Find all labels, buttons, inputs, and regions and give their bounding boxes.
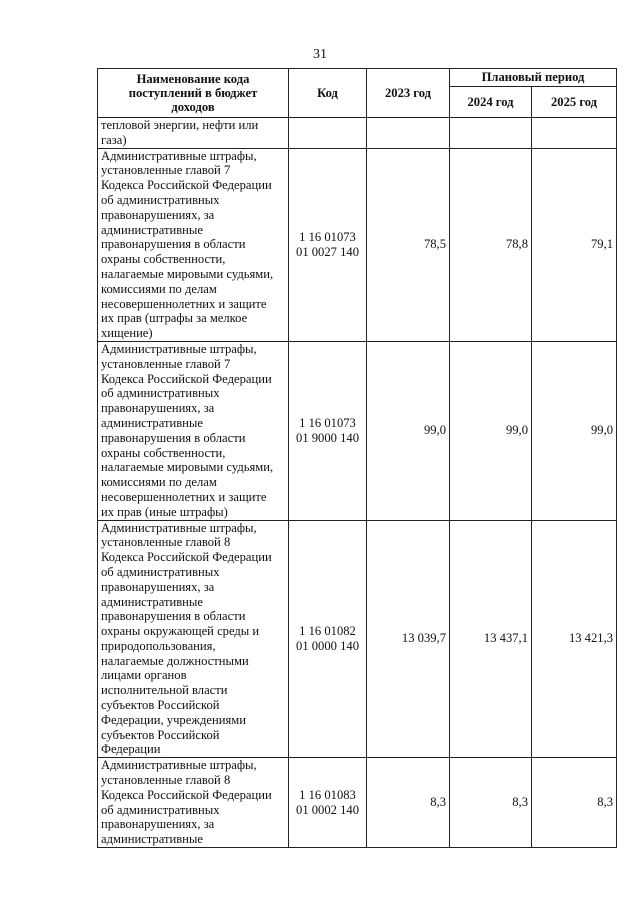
amount-2023-cell: 99,0 <box>367 341 450 520</box>
revenue-name-line: правонарушениях, за <box>101 401 215 416</box>
header-name-line: Наименование кода <box>136 72 250 86</box>
revenue-code-line: 01 9000 140 <box>296 430 359 445</box>
revenue-name-line: их прав (иные штрафы) <box>101 504 228 519</box>
amount-2025-cell: 79,1 <box>532 148 617 341</box>
table-row <box>98 148 617 341</box>
revenue-name-cell <box>98 341 289 520</box>
header-plan-period: Плановый период <box>450 69 617 87</box>
revenue-table <box>97 68 617 848</box>
revenue-name-line: лицами органов <box>101 668 187 683</box>
revenue-name-line: правонарушениях, за <box>101 817 215 832</box>
revenue-name-line: налагаемые должностными <box>101 653 249 668</box>
revenue-name-line: налагаемые мировыми судьями, <box>101 266 274 281</box>
revenue-name-cell <box>98 520 289 758</box>
amount-2024-cell: 13 437,1 <box>450 520 532 758</box>
revenue-name-line: охраны собственности, <box>101 445 226 460</box>
revenue-code-cell <box>289 341 367 520</box>
amount-2023-cell: 13 039,7 <box>367 520 450 758</box>
amount-2025-cell <box>532 118 617 149</box>
revenue-name-cell <box>98 148 289 341</box>
revenue-name-line: хищение) <box>101 326 153 341</box>
amount-2025-cell: 13 421,3 <box>532 520 617 758</box>
amount-2024-cell <box>450 118 532 149</box>
revenue-name-line: об административных <box>101 802 220 817</box>
header-2024: 2024 год <box>450 87 532 118</box>
table-body <box>98 118 617 848</box>
amount-2024-cell: 8,3 <box>450 758 532 848</box>
amount-2025-cell: 99,0 <box>532 341 617 520</box>
header-name-line: доходов <box>171 100 215 114</box>
revenue-name-line: Административные штрафы, <box>101 341 257 356</box>
revenue-name-line: правонарушения в области <box>101 609 246 624</box>
revenue-name-line: об административных <box>101 564 220 579</box>
revenue-name-line: установленные главой 8 <box>101 773 231 788</box>
revenue-code-cell <box>289 118 367 149</box>
revenue-name-line: Административные штрафы, <box>101 520 257 535</box>
revenue-code-line: 01 0000 140 <box>296 638 359 653</box>
revenue-name-line: природопользования, <box>101 638 216 653</box>
revenue-name-line: установленные главой 7 <box>101 163 231 178</box>
revenue-name-line: охраны собственности, <box>101 252 226 267</box>
revenue-code-cell <box>289 758 367 848</box>
revenue-name-cell <box>98 758 289 848</box>
revenue-name-line: установленные главой 7 <box>101 356 231 371</box>
revenue-name-line: Кодекса Российской Федерации <box>101 787 272 802</box>
revenue-name-line: правонарушениях, за <box>101 579 215 594</box>
amount-2024-cell: 99,0 <box>450 341 532 520</box>
revenue-code-line: 1 16 01073 <box>299 229 356 244</box>
revenue-name-line: Федерации <box>101 742 161 757</box>
header-code: Код <box>289 69 367 118</box>
revenue-code-line: 1 16 01073 <box>299 415 356 430</box>
revenue-name-line: Административные штрафы, <box>101 148 257 163</box>
revenue-name-line: административные <box>101 415 203 430</box>
revenue-name-line: несовершеннолетних и защите <box>101 296 267 311</box>
revenue-name-line: субъектов Российской <box>101 727 220 742</box>
revenue-name-line: газа) <box>101 132 127 147</box>
revenue-name-line: субъектов Российской <box>101 698 220 713</box>
revenue-code-line: 1 16 01082 <box>299 624 356 639</box>
amount-2023-cell: 8,3 <box>367 758 450 848</box>
revenue-name-cell <box>98 118 289 149</box>
amount-2023-cell <box>367 118 450 149</box>
revenue-name-line: комиссиями по делам <box>101 475 217 490</box>
header-name-line: поступлений в бюджет <box>128 86 258 100</box>
amount-2023-cell: 78,5 <box>367 148 450 341</box>
revenue-name-line: Кодекса Российской Федерации <box>101 371 272 386</box>
table-row <box>98 118 617 149</box>
revenue-name-line: Административные штрафы, <box>101 758 257 773</box>
revenue-name-line: об административных <box>101 386 220 401</box>
page-number: 31 <box>313 47 327 62</box>
revenue-name-line: охраны окружающей среды и <box>101 624 260 639</box>
revenue-code-line: 01 0002 140 <box>296 802 359 817</box>
revenue-name-line: административные <box>101 594 203 609</box>
revenue-name-line: установленные главой 8 <box>101 535 231 550</box>
revenue-name-line: административные <box>101 222 203 237</box>
revenue-name-line: комиссиями по делам <box>101 281 217 296</box>
amount-2025-cell: 8,3 <box>532 758 617 848</box>
revenue-name-line: правонарушения в области <box>101 430 246 445</box>
revenue-code-line: 01 0027 140 <box>296 244 359 259</box>
revenue-name-line: тепловой энергии, нефти или <box>101 118 259 132</box>
revenue-name-line: административные <box>101 832 203 847</box>
header-2025: 2025 год <box>532 87 617 118</box>
revenue-name-line: правонарушения в области <box>101 237 246 252</box>
revenue-name-line: Кодекса Российской Федерации <box>101 550 272 565</box>
revenue-name-line: правонарушениях, за <box>101 207 215 222</box>
revenue-name-line: их прав (штрафы за мелкое <box>101 311 248 326</box>
table-row <box>98 758 617 848</box>
revenue-code-line: 1 16 01083 <box>299 787 356 802</box>
amount-2024-cell: 78,8 <box>450 148 532 341</box>
revenue-name-line: Кодекса Российской Федерации <box>101 178 272 193</box>
revenue-code-cell <box>289 520 367 758</box>
revenue-name-line: об административных <box>101 192 220 207</box>
revenue-name-line: налагаемые мировыми судьями, <box>101 460 274 475</box>
revenue-code-cell <box>289 148 367 341</box>
table-row <box>98 520 617 758</box>
header-name <box>98 69 289 118</box>
table-row <box>98 341 617 520</box>
header-2023: 2023 год <box>367 69 450 118</box>
revenue-name-line: исполнительной власти <box>101 683 228 698</box>
revenue-name-line: Федерации, учреждениями <box>101 712 246 727</box>
revenue-name-line: несовершеннолетних и защите <box>101 489 267 504</box>
